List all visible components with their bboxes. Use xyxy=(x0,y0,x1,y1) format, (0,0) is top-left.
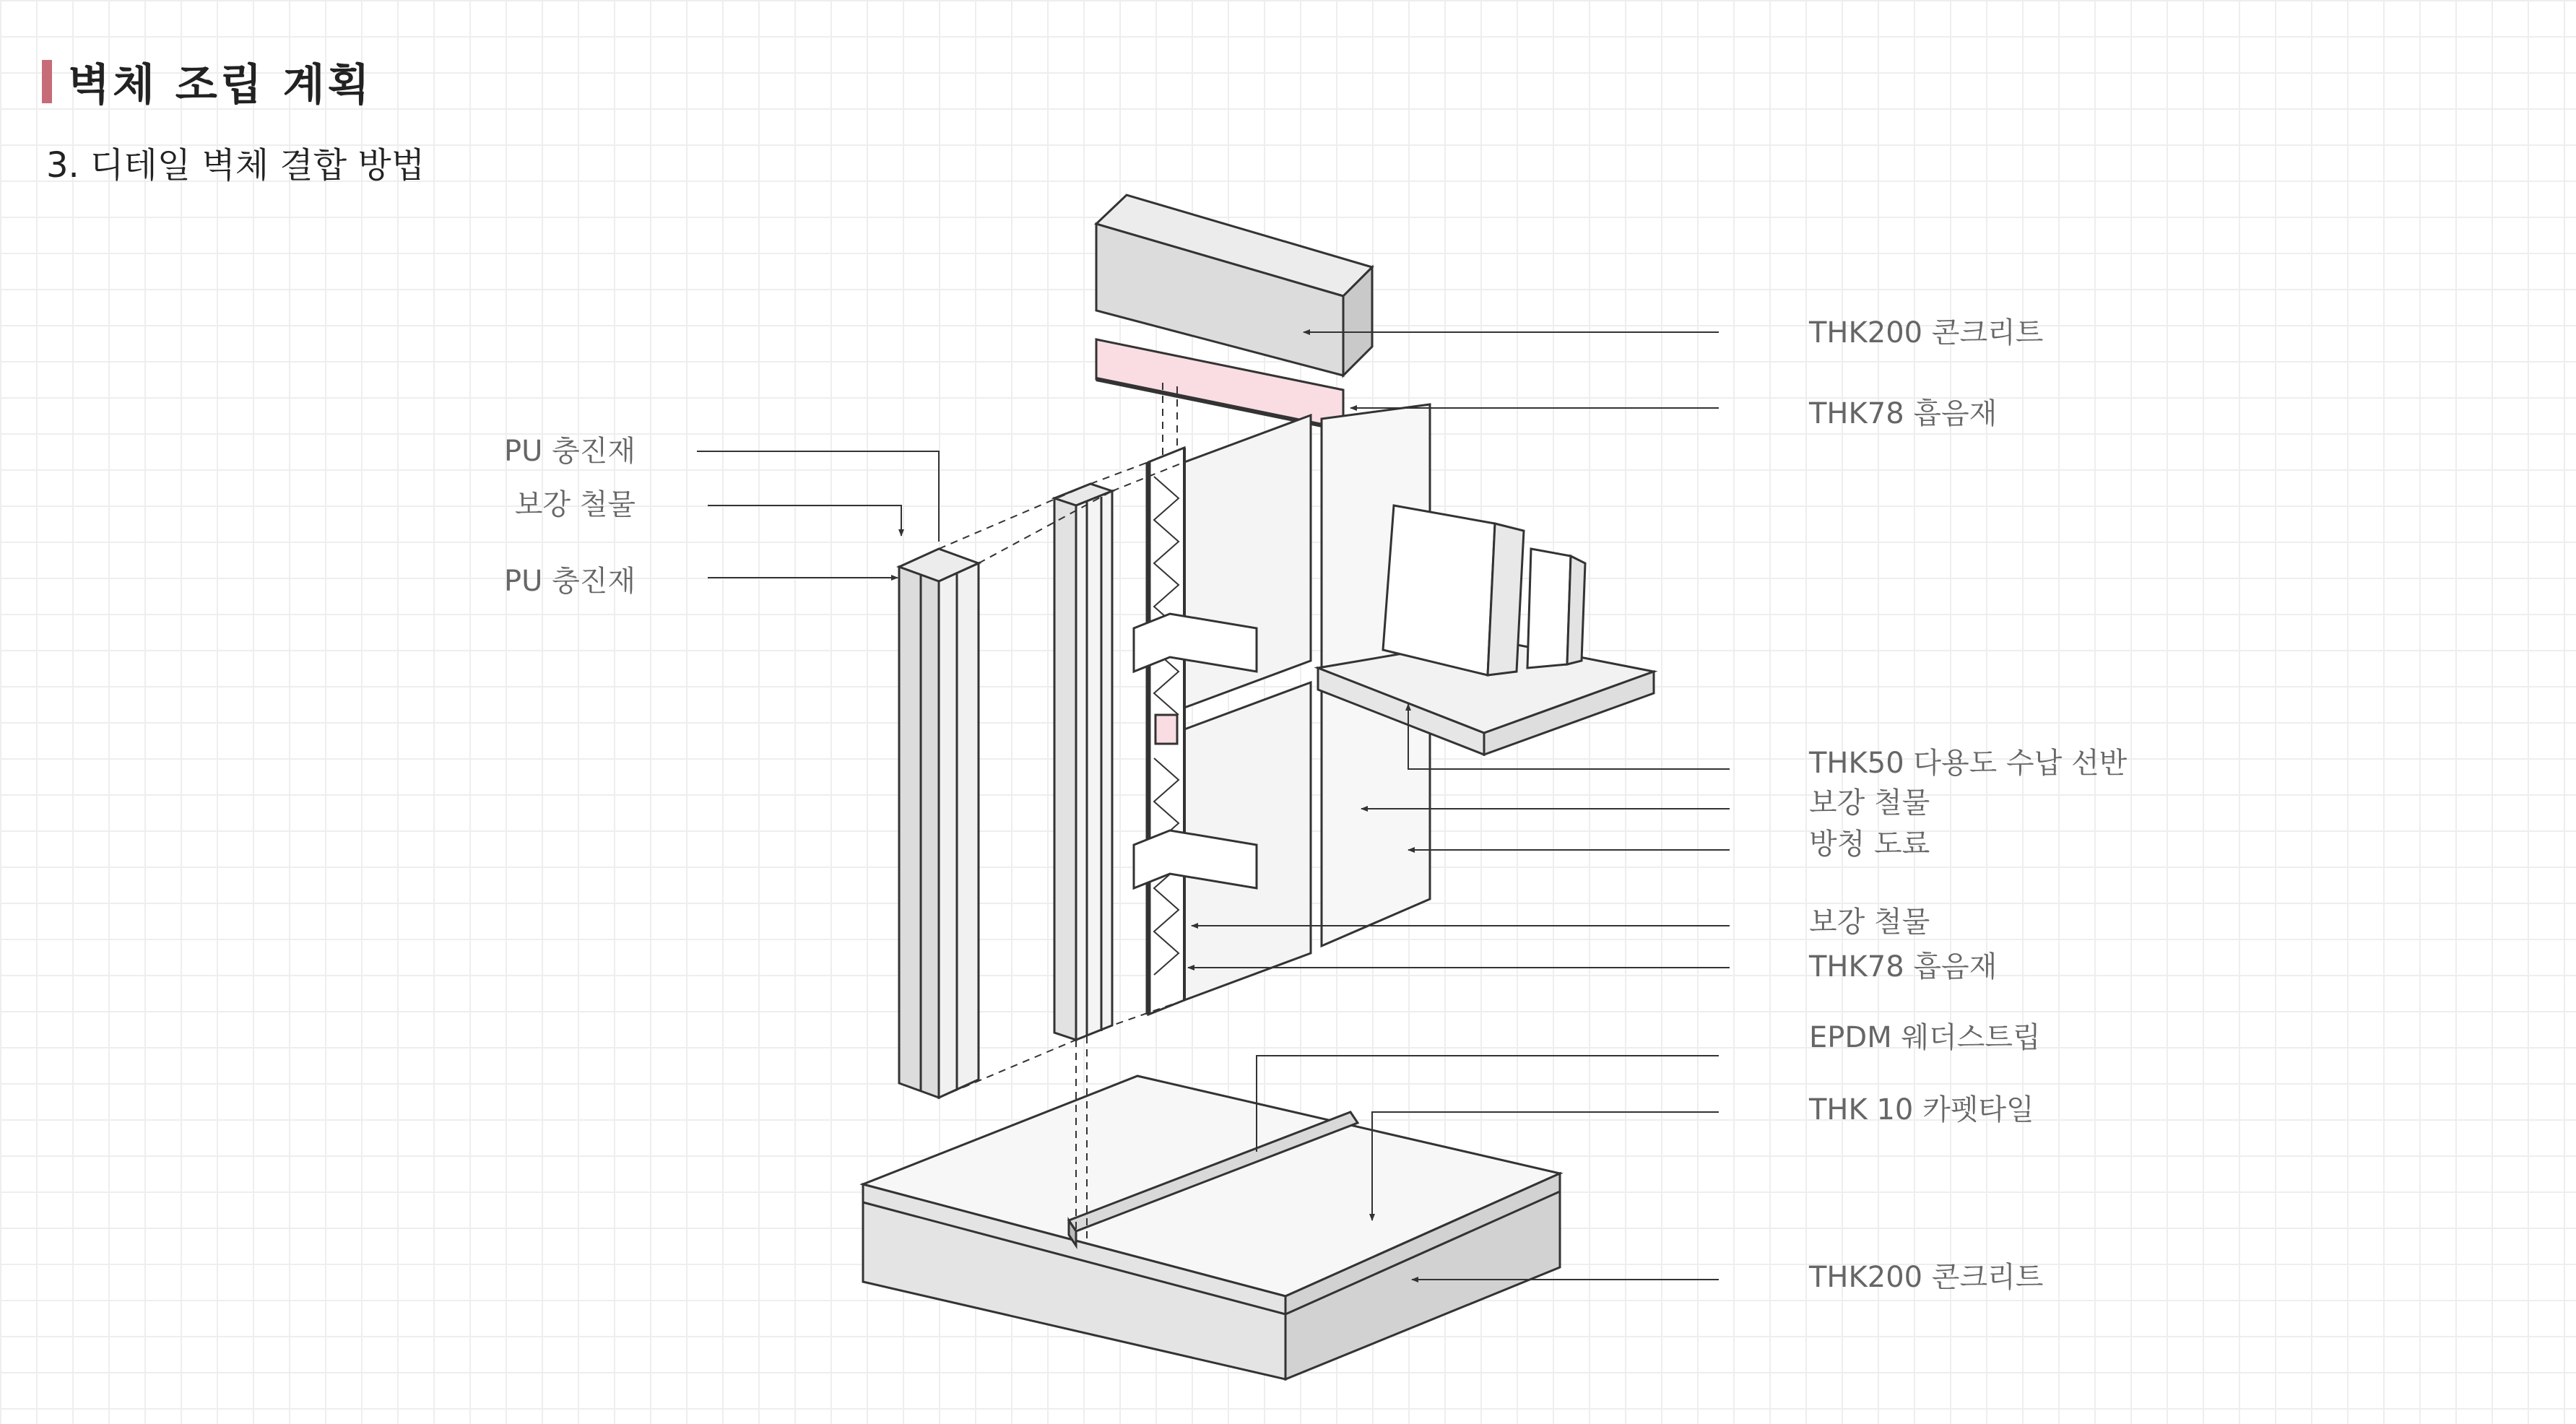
label-top-absorber: THK78 흡음재 xyxy=(1809,397,1998,430)
label-pu-filler-2: PU 충진재 xyxy=(503,565,636,598)
labels-left xyxy=(504,435,636,598)
label-pu-filler-1: PU 충진재 xyxy=(503,435,636,468)
label-carpet-tile: THK 10 카펫타일 xyxy=(1809,1093,2034,1126)
label-weatherstrip: EPDM 웨더스트립 xyxy=(1809,1021,2041,1054)
page-title: 벽체 조립 계획 xyxy=(68,60,373,110)
page-subtitle: 3. 디테일 벽체 결합 방법 xyxy=(46,145,425,186)
label-shelf: THK50 다용도 수납 선반 xyxy=(1809,747,2128,780)
label-reinforcement-2: 보강 철물 xyxy=(1809,906,1930,939)
label-reinforcement-left: 보강 철물 xyxy=(514,488,636,521)
floor-slab xyxy=(863,1076,1560,1379)
middle-stud xyxy=(1054,484,1112,1040)
label-wall-absorber: THK78 흡음재 xyxy=(1809,950,1998,984)
left-stud xyxy=(899,549,979,1098)
label-reinforcement-1: 보강 철물 xyxy=(1809,786,1930,820)
leaders-left xyxy=(697,451,939,578)
labels-right xyxy=(1808,316,2128,1294)
label-anticorrosion: 방청 도료 xyxy=(1809,828,1930,861)
label-top-concrete: THK200 콘크리트 xyxy=(1809,316,2044,350)
label-floor-concrete: THK200 콘크리트 xyxy=(1809,1261,2044,1294)
